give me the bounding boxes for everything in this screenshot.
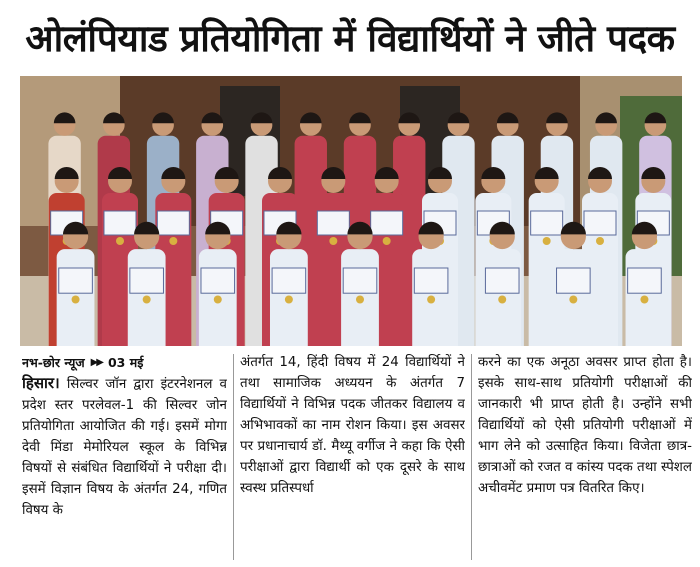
double-arrow-icon: ▶▶	[90, 357, 102, 368]
medal	[214, 296, 222, 304]
article-paragraph-2: अंतर्गत 14, हिंदी विषय में 24 विद्यार्थियों ने तथा सामाजिक अध्ययन के अंतर्गत 7 विद्यार्थियों ने विभिन्न पदक जीतकर विद्यालय व अभिभावकों का नाम रोशन किया। इस अवसर पर प्रधानाचार्य डॉ. मैथ्यू वर्गीज ने कहा कि ऐसी परीक्षाओं द्वारा विद्यार्थी को एक दूसरे के साथ स्वस्थ प्रतिस्पर्धा	[240, 355, 465, 496]
medal	[285, 296, 293, 304]
certificate	[485, 268, 519, 293]
medal	[356, 296, 364, 304]
article-paragraph-1	[22, 373, 227, 521]
headline: ओलंपियाड प्रतियोगिता में विद्यार्थियों ने जीते पदक	[25, 16, 675, 60]
column-divider	[233, 354, 234, 560]
article-column-2	[240, 352, 465, 564]
certificate	[201, 268, 235, 293]
medal	[383, 237, 391, 245]
certificate	[531, 211, 563, 235]
medal	[427, 296, 435, 304]
place-name: हिसार।	[22, 374, 60, 392]
column-divider	[471, 354, 472, 560]
dateline	[22, 352, 227, 373]
medal	[543, 237, 551, 245]
certificate	[557, 268, 591, 293]
medal	[596, 237, 604, 245]
medal	[72, 296, 80, 304]
certificate	[584, 211, 616, 235]
article-column-1	[22, 352, 227, 564]
certificate	[414, 268, 448, 293]
certificate	[272, 268, 306, 293]
article-paragraph-3: करने का एक अनूठा अवसर प्राप्त होता है। इसके साथ-साथ प्रतियोगी परीक्षाओं की जानकारी भी प्राप्त होती है। उन्होंने सभी विद्यार्थियों को ऐसी प्रतियोगी परीक्षाओं में भाग लेने को उत्साहित किया। विजेता छात्र-छात्राओं को रजत व कांस्य पदक तथा स्पेशल अचीवमेंट प्रमाण पत्र वितरित किए।	[478, 355, 692, 496]
certificate	[628, 268, 662, 293]
certificate	[343, 268, 377, 293]
medal	[116, 237, 124, 245]
medal	[498, 296, 506, 304]
news-photo	[20, 76, 682, 346]
group-photo-illustration	[20, 76, 682, 346]
news-date: 03 मई	[107, 355, 144, 370]
certificate	[371, 211, 403, 235]
medal	[569, 296, 577, 304]
article-body	[22, 352, 692, 564]
news-source: नभ-छोर न्यूज	[22, 355, 85, 370]
certificate	[130, 268, 164, 293]
certificate	[59, 268, 93, 293]
medal	[169, 237, 177, 245]
certificate	[317, 211, 349, 235]
medal	[143, 296, 151, 304]
article-column-3	[478, 352, 692, 564]
certificate	[157, 211, 189, 235]
certificate	[104, 211, 136, 235]
col1-text: सिल्वर जॉन द्वारा इंटरनेशनल व प्रदेश स्तर परलेवल-1 की सिल्वर जोन प्रतियोगिता आयोजित की गई। इसमें मोगा देवी मिंडा मेमोरियल स्कूल के विभिन्न विषयों से संबंधित विद्यार्थियों ने परीक्षा दी। इसमें विज्ञान विषय के अंतर्गत 24, गणित विषय के	[22, 377, 227, 518]
medal	[640, 296, 648, 304]
medal	[329, 237, 337, 245]
